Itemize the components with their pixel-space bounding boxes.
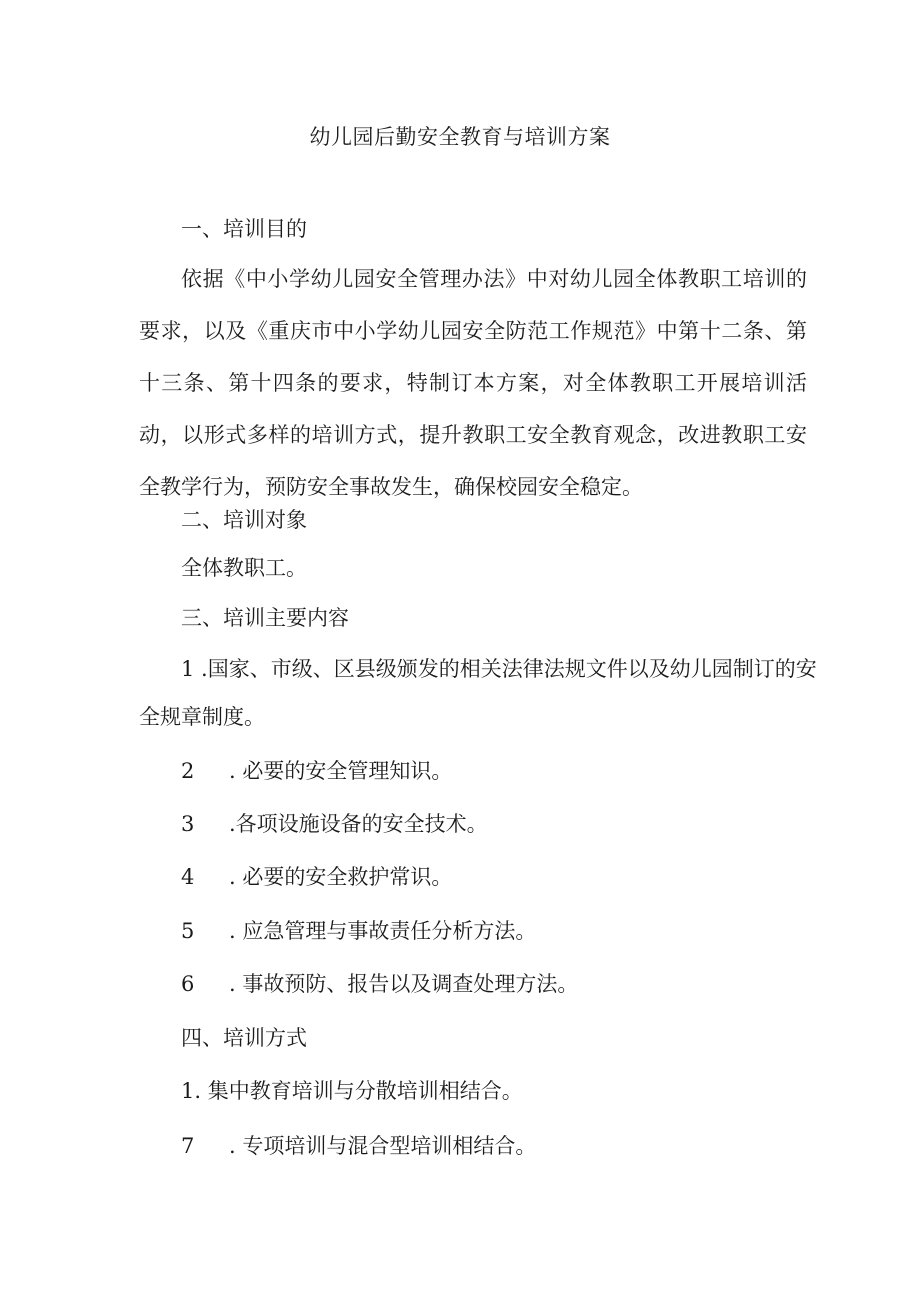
list-item [181, 862, 452, 892]
section-3-item-1-line-2: 全规章制度。 [139, 705, 265, 729]
list-item-number: 6 [181, 972, 195, 996]
list-item-text: . 事故预防、报告以及调查处理方法。 [229, 972, 579, 996]
section-3-heading: 三、培训主要内容 [181, 606, 349, 630]
list-item [181, 969, 578, 999]
list-item [181, 809, 488, 839]
document-title: 幼儿园后勤安全教育与培训方案 [309, 125, 611, 149]
section-2-body: 全体教职工。 [181, 556, 307, 580]
section-2-heading: 二、培训对象 [181, 508, 307, 532]
section-3-item-1-line-1: 1 .国家、市级、区县级颁发的相关法律法规文件以及幼儿园制订的安 [181, 657, 817, 681]
list-item [181, 916, 536, 946]
section-4-heading: 四、培训方式 [181, 1026, 307, 1050]
list-item [181, 756, 452, 786]
list-item-number: 2 [181, 759, 195, 783]
list-item-number: 5 [181, 919, 195, 943]
section-4-item-1: 1. 集中教育培训与分散培训相结合。 [181, 1079, 523, 1103]
list-item-text: . 必要的安全救护常识。 [229, 865, 453, 889]
list-item-text: .各项设施设备的安全技术。 [229, 812, 488, 836]
section-1-heading: 一、培训目的 [181, 217, 307, 241]
section-1-paragraph: 依据《中小学幼儿园安全管理办法》中对幼儿园全体教职工培训的要求，以及《重庆市中小学幼儿园安全防范工作规范》中第十二条、第十三条、第十四条的要求，特制订本方案，对全体教职工开展培训活动，以形式多样的培训方式，提升教职工安全教育观念，改进教职工安全教学行为，预防安全事故发生，确保校园安全稳定。 [139, 267, 807, 499]
list-item-text: . 必要的安全管理知识。 [229, 759, 453, 783]
list-item-number: 4 [181, 865, 195, 889]
list-item-text: . 应急管理与事故责任分析方法。 [229, 919, 537, 943]
list-item [181, 1131, 536, 1161]
list-item-text: . 专项培训与混合型培训相结合。 [229, 1134, 537, 1158]
list-item-number: 3 [181, 812, 195, 836]
list-item-number: 7 [181, 1134, 195, 1158]
